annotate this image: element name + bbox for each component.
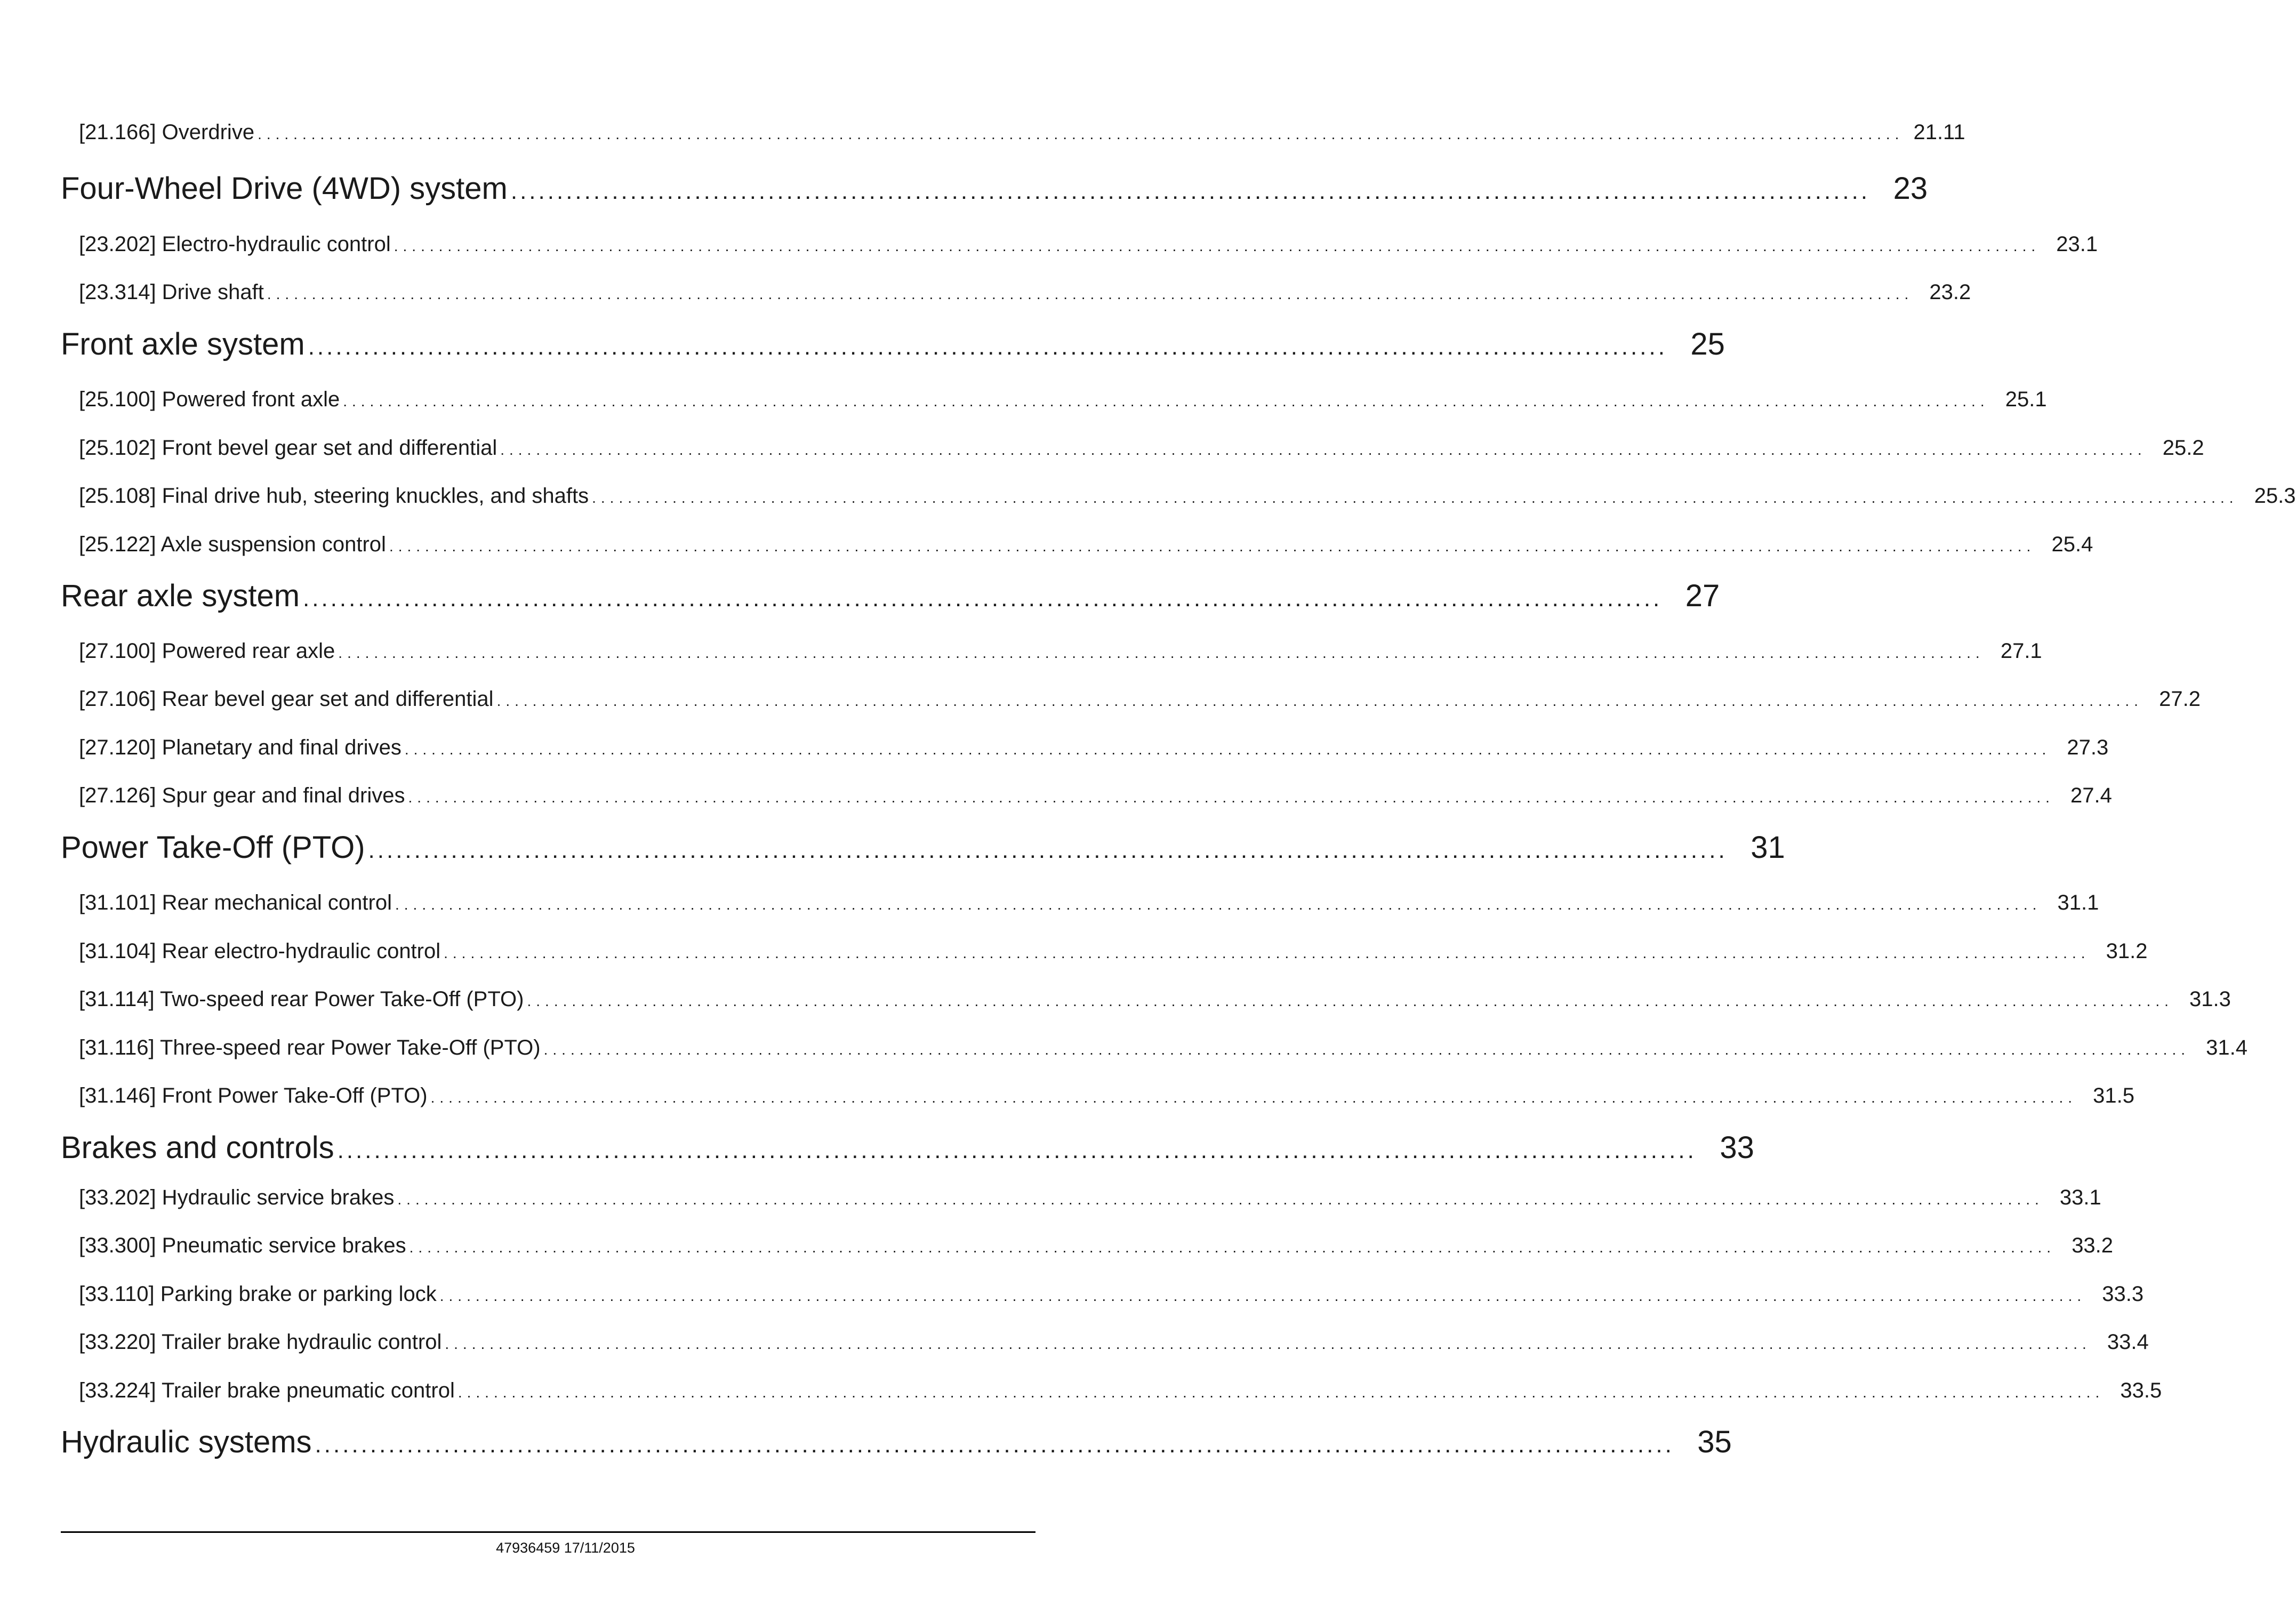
dot-leader: ........................................................................................................................................................................................ (527, 993, 2173, 1009)
dot-leader: ........................................................................................................................................................................................ (343, 393, 1989, 409)
toc-entry[interactable] (79, 533, 2093, 557)
dot-leader: ........................................................................................................................................................................................ (457, 1384, 2105, 1401)
toc-entry-label: [33.220] Trailer brake hydraulic control (79, 1330, 442, 1354)
dot-leader: ........................................................................................................................................................................................ (543, 1041, 2190, 1058)
toc-entry-page: 31.1 (2057, 891, 2099, 914)
toc-entry-page: 25.4 (2051, 533, 2093, 556)
toc-entry-page: 31.2 (2106, 939, 2148, 963)
toc-entry[interactable] (79, 1084, 2135, 1108)
toc-entry[interactable] (79, 1379, 2162, 1403)
dot-leader: ........................................................................................................................................................................................ (445, 1336, 2091, 1352)
toc-entry-page: 31.4 (2206, 1036, 2247, 1059)
dot-leader: ........................................................................................................................................................................................ (439, 1288, 2086, 1304)
toc-entry-label: [31.101] Rear mechanical control (79, 891, 392, 914)
toc-entry-page: 23.2 (1929, 280, 1971, 304)
toc-chapter-page: 23 (1893, 171, 1928, 206)
toc-chapter-page: 35 (1697, 1425, 1732, 1459)
toc-entry-label: [23.314] Drive shaft (79, 280, 264, 304)
toc-entry[interactable] (79, 891, 2099, 915)
toc-entry-page: 27.1 (2000, 639, 2042, 663)
toc-entry[interactable] (79, 484, 2296, 508)
dot-leader: ........................................................................................................................................................................................ (404, 741, 2051, 758)
toc-entry-page: 33.2 (2072, 1234, 2114, 1257)
toc-chapter[interactable] (61, 578, 1720, 614)
dot-leader: ........................................................................................................................................................................................ (394, 238, 2041, 254)
toc-entry[interactable] (79, 784, 2112, 808)
toc-entry-page: 25.2 (2162, 436, 2204, 460)
toc-entry[interactable] (79, 232, 2098, 256)
dot-leader: .................................................................................................................................................... (368, 837, 1728, 863)
toc-entry-page: 33.4 (2107, 1330, 2149, 1354)
dot-leader: ........................................................................................................................................................................................ (408, 789, 2054, 806)
dot-leader: .................................................................................................................................................... (315, 1432, 1674, 1458)
dot-leader: ........................................................................................................................................................................................ (500, 441, 2147, 458)
dot-leader: ........................................................................................................................................................................................ (430, 1089, 2077, 1106)
toc-entry[interactable] (79, 1330, 2149, 1354)
toc-chapter[interactable] (61, 1130, 1754, 1166)
toc-entry-label: [25.108] Final drive hub, steering knuckles, and shafts (79, 484, 589, 508)
toc-chapter-label: Rear axle system (61, 578, 300, 613)
toc-entry[interactable] (79, 280, 1971, 304)
dot-leader: .................................................................................................................................................... (308, 334, 1667, 360)
dot-leader: ........................................................................................................................................................................................ (258, 126, 1904, 142)
toc-entry-page: 27.4 (2070, 784, 2112, 807)
toc-entry-page: 31.5 (2093, 1084, 2135, 1107)
toc-entry-label: [25.100] Powered front axle (79, 388, 340, 411)
toc-entry-page: 33.5 (2120, 1379, 2162, 1402)
toc-entry-label: [31.114] Two-speed rear Power Take-Off (PTO) (79, 987, 524, 1011)
dot-leader: ........................................................................................................................................................................................ (592, 489, 2238, 506)
toc-entry-label: [27.120] Planetary and final drives (79, 736, 402, 759)
toc-entry-page: 23.1 (2056, 232, 2098, 256)
toc-chapter-label: Front axle system (61, 327, 305, 361)
toc-entry-label: [31.146] Front Power Take-Off (PTO) (79, 1084, 428, 1107)
toc-entry-page: 27.3 (2067, 736, 2109, 759)
dot-leader: .................................................................................................................................................... (303, 585, 1663, 612)
toc-entry-label: [33.300] Pneumatic service brakes (79, 1234, 406, 1257)
toc-entry-page: 21.11 (1913, 120, 1965, 144)
dot-leader: ........................................................................................................................................................................................ (389, 538, 2036, 555)
dot-leader: ........................................................................................................................................................................................ (409, 1239, 2056, 1256)
toc-entry-label: [21.166] Overdrive (79, 120, 255, 144)
toc-entry-label: [25.122] Axle suspension control (79, 533, 386, 556)
toc-entry[interactable] (79, 1036, 2247, 1060)
toc-entry[interactable] (79, 736, 2109, 760)
toc-chapter-label: Power Take-Off (PTO) (61, 830, 365, 865)
toc-entry[interactable] (79, 639, 2042, 663)
toc-entry-label: [31.104] Rear electro-hydraulic control (79, 939, 441, 963)
toc-entry-page: 27.2 (2159, 687, 2201, 711)
toc-entry-label: [33.110] Parking brake or parking lock (79, 1282, 437, 1306)
toc-entry[interactable] (79, 939, 2148, 963)
toc-entry-label: [23.202] Electro-hydraulic control (79, 232, 391, 256)
toc-chapter[interactable] (61, 830, 1785, 865)
toc-entry[interactable] (79, 388, 2047, 412)
toc-chapter-page: 31 (1751, 830, 1785, 865)
toc-chapter-label: Brakes and controls (61, 1130, 334, 1165)
toc-entry-label: [25.102] Front bevel gear set and differential (79, 436, 497, 460)
toc-entry[interactable] (79, 987, 2231, 1011)
dot-leader: ........................................................................................................................................................................................ (496, 693, 2143, 709)
toc-entry-label: [31.116] Three-speed rear Power Take-Off (PTO) (79, 1036, 541, 1059)
dot-leader: ........................................................................................................................................................................................ (397, 1191, 2044, 1208)
toc-chapter[interactable] (61, 326, 1725, 362)
toc-entry[interactable] (79, 1234, 2114, 1258)
toc-chapter-label: Hydraulic systems (61, 1425, 312, 1459)
toc-entry-page: 25.1 (2005, 388, 2047, 411)
toc-chapter-label: Four-Wheel Drive (4WD) system (61, 171, 508, 206)
toc-entry[interactable] (79, 1186, 2101, 1210)
toc-entry[interactable] (79, 687, 2201, 711)
toc-entry-page: 33.1 (2059, 1186, 2101, 1209)
toc-entry-label: [33.202] Hydraulic service brakes (79, 1186, 395, 1209)
dot-leader: ........................................................................................................................................................................................ (267, 286, 1914, 302)
toc-entry-label: [27.126] Spur gear and final drives (79, 784, 405, 807)
dot-leader: ........................................................................................................................................................................................ (395, 896, 2042, 913)
toc-entry[interactable] (79, 1282, 2144, 1306)
toc-entry[interactable] (79, 120, 1965, 144)
toc-chapter-page: 27 (1685, 578, 1720, 613)
dot-leader: .................................................................................................................................................... (337, 1137, 1697, 1163)
toc-entry-page: 25.3 (2254, 484, 2296, 508)
toc-entry-page: 31.3 (2189, 987, 2231, 1011)
footer-divider (61, 1531, 1035, 1533)
toc-chapter-page: 33 (1720, 1130, 1754, 1165)
toc-entry-label: [27.106] Rear bevel gear set and differential (79, 687, 494, 711)
dot-leader: ........................................................................................................................................................................................ (338, 645, 1985, 661)
footer-doc-id: 47936459 17/11/2015 (496, 1540, 635, 1556)
dot-leader: .................................................................................................................................................... (510, 178, 1870, 204)
toc-entry-label: [27.100] Powered rear axle (79, 639, 335, 663)
toc-chapter[interactable] (61, 1424, 1732, 1460)
toc-chapter-page: 25 (1690, 327, 1725, 361)
toc-entry-page: 33.3 (2102, 1282, 2144, 1306)
toc-chapter[interactable] (61, 171, 1928, 206)
toc-entry-label: [33.224] Trailer brake pneumatic control (79, 1379, 455, 1402)
dot-leader: ........................................................................................................................................................................................ (444, 945, 2090, 961)
toc-entry[interactable] (79, 436, 2204, 460)
